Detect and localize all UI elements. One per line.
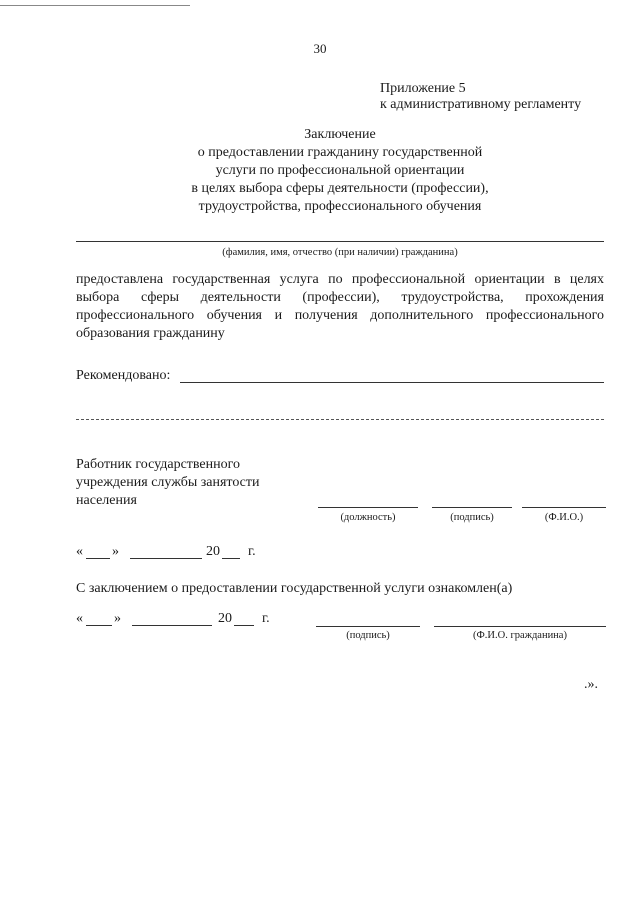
worker-line-3: населения bbox=[76, 493, 137, 508]
worker-line-1: Работник государственного bbox=[76, 457, 241, 472]
title-line-2: о предоставлении гражданину государственной bbox=[197, 145, 483, 160]
date-1-month-line bbox=[130, 558, 202, 559]
acknowledgement-text: С заключением о предоставлении государственной услуги ознакомлен(а) bbox=[76, 581, 513, 596]
worker-signature-caption: (подпись) bbox=[450, 512, 494, 523]
recommended-label: Рекомендовано: bbox=[76, 368, 171, 383]
date-2-month-line bbox=[132, 625, 212, 626]
citizen-fio-line bbox=[434, 626, 606, 627]
date-1-open-quote: « bbox=[76, 544, 83, 559]
document-title bbox=[130, 126, 550, 216]
date-2-year-suffix: г. bbox=[262, 611, 270, 626]
citizen-signature-line bbox=[316, 626, 420, 627]
date-1-year-line bbox=[222, 558, 240, 559]
citizen-signature-caption: (подпись) bbox=[346, 630, 390, 641]
recommended-line-2 bbox=[76, 419, 604, 420]
date-1-close-quote: » bbox=[112, 544, 119, 559]
appendix-reference: к административному регламенту bbox=[380, 97, 582, 112]
closing-mark: .». bbox=[584, 677, 598, 692]
worker-line-2: учреждения службы занятости bbox=[76, 475, 260, 490]
citizen-name-line bbox=[76, 241, 604, 242]
service-description: предоставлена государственная услуга по профессиональной ориентации в целях выбора сферы деятельности (профессии), трудоустройства, прохождения профессионального обучения и получения дополнительного профессионального образования гражданину bbox=[76, 272, 604, 341]
date-2-close-quote: » bbox=[114, 611, 121, 626]
title-line-3: услуги по профессиональной ориентации bbox=[215, 163, 465, 178]
worker-title bbox=[76, 456, 260, 510]
date-1-year-prefix: 20 bbox=[206, 544, 220, 559]
page-number: 30 bbox=[313, 41, 327, 56]
worker-name-caption: (Ф.И.О.) bbox=[544, 512, 584, 523]
date-2-year-prefix: 20 bbox=[218, 611, 232, 626]
date-1-day-line bbox=[86, 558, 110, 559]
date-2-day-line bbox=[86, 625, 112, 626]
citizen-fio-caption: (Ф.И.О. гражданина) bbox=[473, 630, 567, 641]
date-2-open-quote: « bbox=[76, 611, 83, 626]
date-1 bbox=[76, 543, 276, 561]
title-line-1: Заключение bbox=[304, 127, 376, 142]
recommended-line-1 bbox=[180, 382, 604, 383]
date-1-year-suffix: г. bbox=[248, 544, 256, 559]
position-line bbox=[318, 507, 418, 508]
title-line-4: в целях выбора сферы деятельности (профессии), bbox=[191, 181, 489, 196]
worker-signature-line bbox=[432, 507, 512, 508]
position-caption: (должность) bbox=[340, 512, 396, 523]
date-2 bbox=[76, 610, 286, 628]
appendix-number: Приложение 5 bbox=[380, 81, 466, 96]
scan-artifact-line bbox=[0, 5, 190, 6]
citizen-name-caption: (фамилия, имя, отчество (при наличии) гражданина) bbox=[222, 247, 458, 258]
title-line-5: трудоустройства, профессионального обучения bbox=[198, 199, 482, 214]
worker-name-line bbox=[522, 507, 606, 508]
date-2-year-line bbox=[234, 625, 254, 626]
